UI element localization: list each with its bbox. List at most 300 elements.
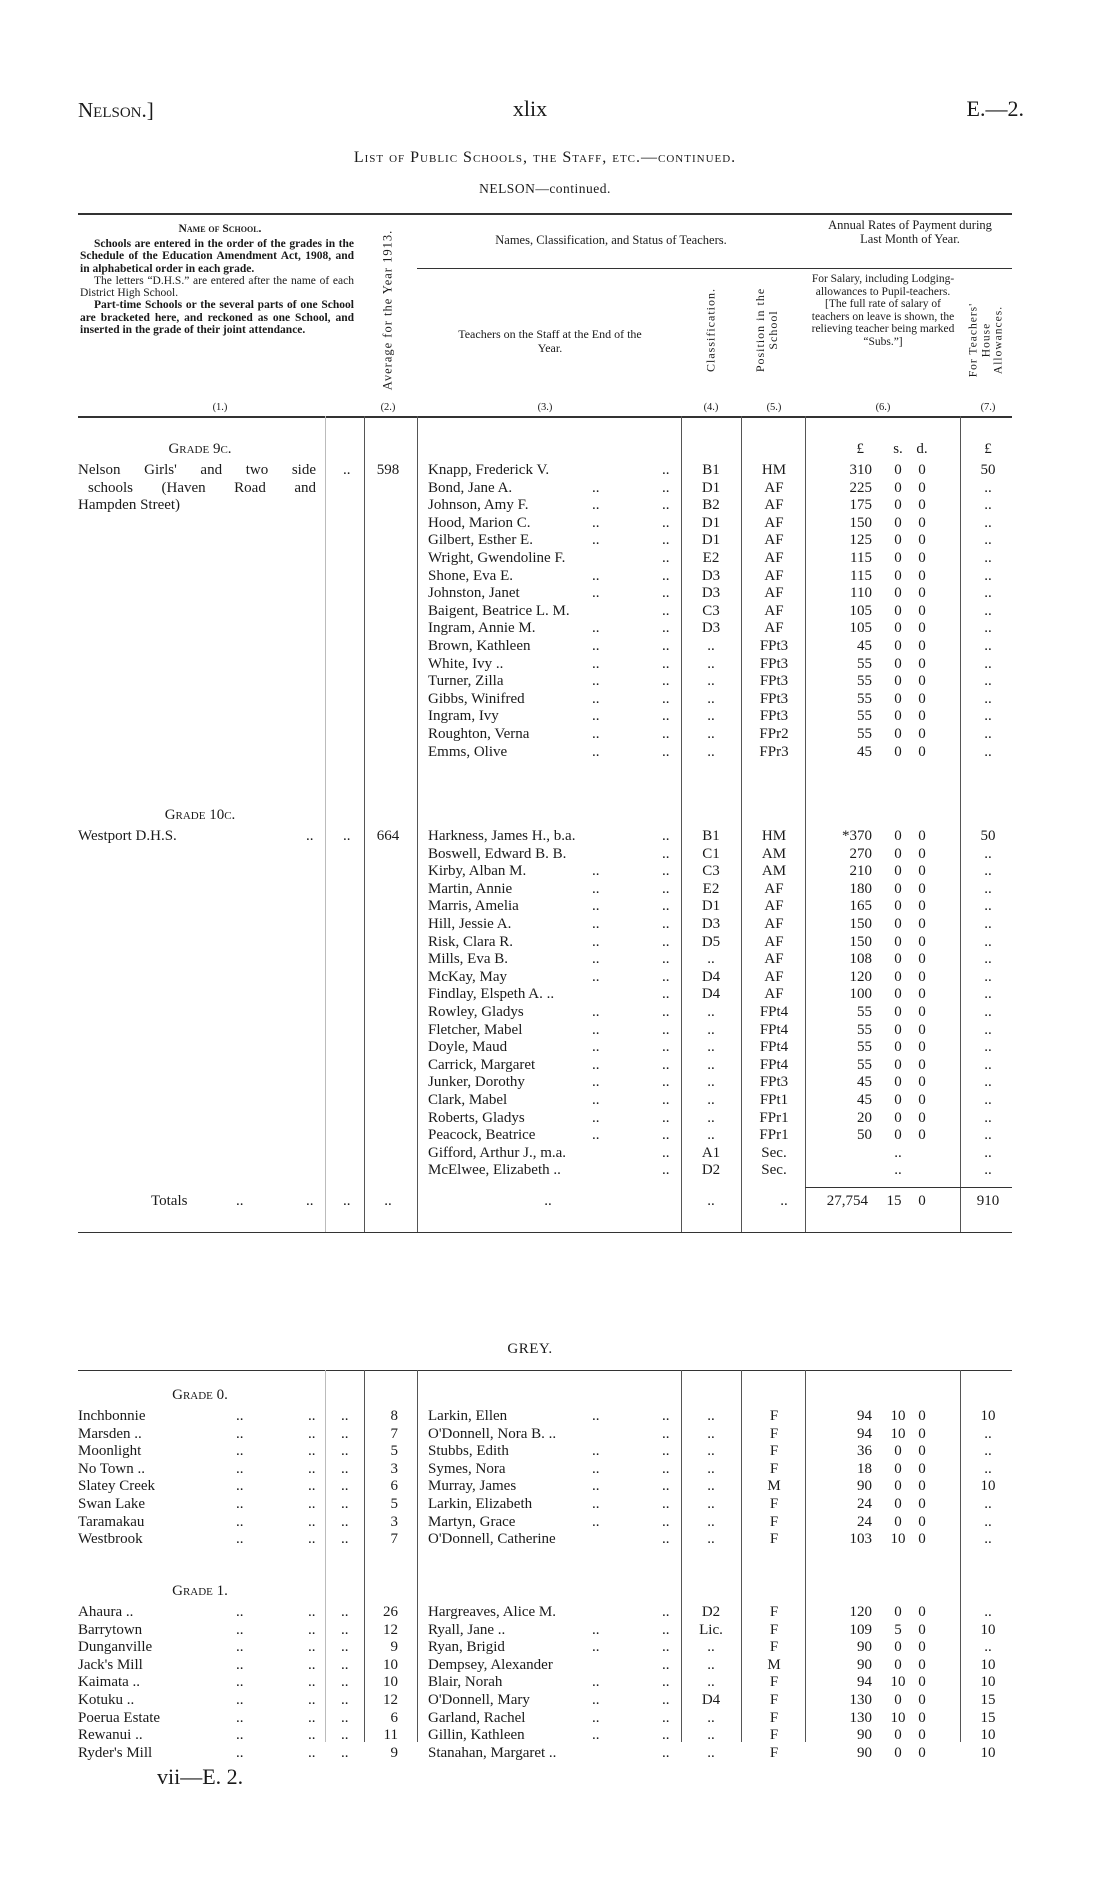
average-attendance: 9 xyxy=(390,1639,398,1656)
header-bottom-rule xyxy=(78,416,1012,418)
salary-pence: 0 xyxy=(918,585,926,602)
salary-pounds: 50 xyxy=(857,1127,872,1144)
teacher-name: Brown, Kathleen xyxy=(428,638,531,654)
classification: .. xyxy=(707,1408,715,1424)
dot-leader: .. xyxy=(592,1127,600,1144)
house-allowance: 50 xyxy=(980,828,996,844)
house-allowance: .. xyxy=(984,1443,992,1460)
salary-pence: 0 xyxy=(918,1692,926,1708)
running-head-right: E.—2. xyxy=(966,96,1024,121)
unit-label: d. xyxy=(916,441,928,457)
average-attendance: 10 xyxy=(383,1674,398,1691)
totals-pounds: 27,754 xyxy=(826,1193,868,1209)
dot-leader: .. xyxy=(662,1531,670,1548)
salary-pence: 0 xyxy=(918,1039,926,1056)
dot-leader: .. xyxy=(592,638,600,654)
classification: C3 xyxy=(702,602,720,619)
salary-shillings: 0 xyxy=(894,1513,902,1530)
salary-pounds: 105 xyxy=(849,602,872,619)
dot-leader: .. xyxy=(662,726,670,742)
col7-line: Allowances. xyxy=(992,305,1005,375)
salary-pounds: 90 xyxy=(857,1727,872,1744)
salary-pence: 0 xyxy=(918,1443,926,1460)
dot-leader: .. xyxy=(662,1621,670,1638)
dot-leader: .. xyxy=(662,1162,670,1179)
col1-notes xyxy=(80,238,354,336)
salary-shillings: 0 xyxy=(894,1460,902,1477)
dot-leader: .. xyxy=(662,1408,670,1424)
house-allowance: .. xyxy=(984,726,992,742)
teacher-name: Ryall, Jane .. xyxy=(428,1621,506,1638)
house-allowance: .. xyxy=(984,514,992,531)
position: FPr3 xyxy=(759,743,789,760)
salary-shillings: 10 xyxy=(890,1531,906,1548)
totals-classification: .. xyxy=(707,1193,715,1209)
salary-shillings: 0 xyxy=(894,898,902,915)
position: M xyxy=(767,1478,781,1495)
dot-leader: .. xyxy=(341,1425,349,1442)
dot-leader: .. xyxy=(236,1727,244,1744)
house-allowance: .. xyxy=(984,845,992,862)
house-allowance: .. xyxy=(984,1513,992,1530)
salary-pence: 0 xyxy=(918,620,926,637)
dot-leader: .. xyxy=(592,690,600,707)
dot-leader: .. xyxy=(341,1531,349,1548)
salary-pounds: *370 xyxy=(842,828,872,844)
dot-leader: .. xyxy=(592,1513,600,1530)
dot-leader: .. xyxy=(662,880,670,897)
house-allowance: 10 xyxy=(980,1674,996,1691)
house-allowance: 10 xyxy=(980,1478,996,1495)
col-number: (4.) xyxy=(703,402,719,413)
salary-shillings: 0 xyxy=(894,1443,902,1460)
dot-leader: .. xyxy=(662,479,670,496)
salary-pence: 0 xyxy=(918,1496,926,1512)
dot-leader: .. xyxy=(308,1531,316,1548)
position: AF xyxy=(764,898,784,915)
col1-title: Name of School. xyxy=(178,223,262,235)
house-allowance: .. xyxy=(984,1021,992,1038)
teacher-name: Gillin, Kathleen xyxy=(428,1727,525,1744)
dot-leader: .. xyxy=(236,1496,244,1512)
teacher-name: Risk, Clara R. xyxy=(428,933,513,950)
salary-pence: 0 xyxy=(918,462,926,478)
col1-note: The letters “D.H.S.” are entered after the name of each District High School. xyxy=(80,274,354,300)
salary-pounds: 55 xyxy=(857,655,872,672)
teacher-name: Ingram, Ivy xyxy=(428,708,499,725)
classification: .. xyxy=(707,690,715,707)
salary-pounds: 45 xyxy=(857,743,872,760)
salary-pounds: 24 xyxy=(857,1496,872,1512)
dot-leader: .. xyxy=(592,1074,600,1091)
house-allowance: 10 xyxy=(980,1727,996,1744)
salary-pence: 0 xyxy=(918,1408,926,1424)
classification: .. xyxy=(707,1039,715,1056)
house-allowance: .. xyxy=(984,1056,992,1073)
salary-pence: 0 xyxy=(918,726,926,742)
position: FPt3 xyxy=(759,1074,789,1091)
dot-leader: .. xyxy=(662,1092,670,1108)
teacher-name: Roberts, Gladys xyxy=(428,1109,525,1126)
salary-pence: 0 xyxy=(918,1744,926,1761)
house-allowance: .. xyxy=(984,1496,992,1512)
teacher-name: Knapp, Frederick V. xyxy=(428,462,550,478)
average-attendance: 12 xyxy=(383,1692,398,1708)
dot-leader: .. xyxy=(236,1531,244,1548)
dot-leader: .. xyxy=(592,1004,600,1020)
salary-shillings: 0 xyxy=(894,567,902,584)
classification: D3 xyxy=(701,620,721,637)
salary-pounds: 90 xyxy=(857,1744,872,1761)
house-allowance: .. xyxy=(984,1639,992,1656)
school-name: Kaimata .. xyxy=(78,1674,141,1691)
average-attendance: 598 xyxy=(376,462,400,478)
teacher-name: White, Ivy .. xyxy=(428,655,504,672)
teacher-name: O'Donnell, Mary xyxy=(428,1692,530,1708)
column-rule xyxy=(325,1370,326,1742)
salary-pence: 0 xyxy=(918,497,926,514)
dot-leader: .. xyxy=(341,1604,349,1620)
totals-position: .. xyxy=(780,1193,788,1209)
teacher-name: Hargreaves, Alice M. xyxy=(428,1604,557,1620)
col1-note: Schools are entered in the order of the grades in the Schedule of the Education Amendment Act, 1908, and in alphabetical order in each grade. xyxy=(80,238,354,275)
salary-shillings: 0 xyxy=(894,1021,902,1038)
dot-leader: .. xyxy=(592,1621,600,1638)
dot-leader: .. xyxy=(308,1478,316,1495)
school-name: Ryder's Mill xyxy=(78,1744,153,1761)
dot-leader: .. xyxy=(662,638,670,654)
school-name: Ahaura .. xyxy=(78,1604,134,1620)
position: M xyxy=(767,1656,781,1673)
col-number: (5.) xyxy=(766,402,782,413)
average-attendance: 12 xyxy=(383,1621,398,1638)
dot-leader: .. xyxy=(662,845,670,862)
position: F xyxy=(769,1621,779,1638)
dot-leader: .. xyxy=(236,1408,244,1424)
column-rule xyxy=(805,416,806,1232)
house-allowance: .. xyxy=(984,1127,992,1144)
dot-leader: .. xyxy=(592,655,600,672)
dot-leader: .. xyxy=(662,1478,670,1495)
position: FPt3 xyxy=(759,655,789,672)
teacher-name: Martyn, Grace xyxy=(428,1513,516,1530)
average-attendance: 8 xyxy=(390,1408,398,1424)
salary-pounds: 120 xyxy=(849,1604,872,1620)
dot-leader: .. xyxy=(236,1513,244,1530)
classification: .. xyxy=(707,1109,715,1126)
classification: D4 xyxy=(701,1692,721,1708)
salary-shillings: 0 xyxy=(894,690,902,707)
salary-pence: 0 xyxy=(918,828,926,844)
teacher-name: Roughton, Verna xyxy=(428,726,530,742)
dot-leader: .. xyxy=(341,1692,349,1708)
teacher-name: Junker, Dorothy xyxy=(428,1074,525,1091)
house-allowance: .. xyxy=(984,1039,992,1056)
salary-pounds: 310 xyxy=(849,462,872,478)
average-attendance: 664 xyxy=(376,828,400,844)
house-allowance: .. xyxy=(984,933,992,950)
dot-leader: .. xyxy=(662,863,670,880)
page-subtitle: NELSON—continued. xyxy=(479,181,611,196)
salary-pence: 0 xyxy=(918,1092,926,1108)
dot-leader: .. xyxy=(592,1056,600,1073)
dot-leader: .. xyxy=(592,1109,600,1126)
salary-pounds: .. xyxy=(894,1144,902,1161)
classification: B1 xyxy=(702,462,720,478)
classification: D3 xyxy=(701,585,721,602)
column-rule xyxy=(417,416,418,1232)
dot-leader: .. xyxy=(662,951,670,968)
classification: .. xyxy=(707,743,715,760)
dot-leader: .. xyxy=(662,673,670,690)
classification: C1 xyxy=(702,845,720,862)
dot-leader: .. xyxy=(341,1496,349,1512)
column-rule xyxy=(960,416,961,1232)
teacher-name: Symes, Nora xyxy=(428,1460,506,1477)
position: FPt4 xyxy=(759,1004,789,1020)
col5-heading xyxy=(754,288,780,372)
salary-pounds: 36 xyxy=(857,1443,872,1460)
house-allowance: .. xyxy=(984,1531,992,1548)
school-name: schools (Haven Road and xyxy=(88,479,316,496)
average-attendance: 9 xyxy=(390,1744,398,1761)
salary-pence: 0 xyxy=(918,550,926,566)
column-rule xyxy=(960,1370,961,1742)
dot-leader: .. xyxy=(341,1656,349,1673)
salary-shillings: 0 xyxy=(894,1604,902,1620)
grade-label: Grade 0. xyxy=(172,1387,228,1403)
school-name: Hampden Street) xyxy=(78,497,181,514)
salary-pounds: 210 xyxy=(849,863,872,880)
salary-shillings: 0 xyxy=(894,602,902,619)
salary-pence: 0 xyxy=(918,1056,926,1073)
dot-leader: .. xyxy=(592,1039,600,1056)
teacher-name: Harkness, James H., b.a. xyxy=(428,828,576,844)
salary-pence: 0 xyxy=(918,532,926,549)
position: AF xyxy=(764,880,784,897)
position: FPt4 xyxy=(759,1039,789,1056)
dot-leader: .. xyxy=(236,1604,244,1620)
dot-leader: .. xyxy=(592,585,600,602)
col-number: (7.) xyxy=(980,402,996,413)
grade-label: Grade 9c. xyxy=(168,441,232,457)
house-allowance: .. xyxy=(984,743,992,760)
salary-pounds: 175 xyxy=(849,497,872,514)
salary-pounds: 270 xyxy=(849,845,872,862)
teacher-name: Murray, James xyxy=(428,1478,517,1495)
house-allowance: .. xyxy=(984,585,992,602)
dot-leader: .. xyxy=(662,898,670,915)
classification: .. xyxy=(707,1074,715,1091)
dot-leader: .. xyxy=(592,673,600,690)
salary-shillings: 0 xyxy=(894,1496,902,1512)
dot-leader: .. xyxy=(308,1425,316,1442)
position: FPt4 xyxy=(759,1021,789,1038)
dot-leader: .. xyxy=(592,1478,600,1495)
page-number: xlix xyxy=(512,96,548,121)
house-allowance: .. xyxy=(984,1604,992,1620)
dot-leader: .. xyxy=(341,1621,349,1638)
position: AF xyxy=(764,497,784,514)
salary-pounds: 120 xyxy=(849,968,872,985)
salary-pence: 0 xyxy=(918,1674,926,1691)
col-number: (3.) xyxy=(537,402,553,413)
dot-leader: .. xyxy=(236,1709,244,1726)
dot-leader: .. xyxy=(341,1408,349,1424)
footer-signature: vii—E. 2. xyxy=(157,1764,244,1789)
house-allowance: .. xyxy=(984,602,992,619)
salary-shillings: 0 xyxy=(894,1639,902,1656)
salary-pence: 0 xyxy=(918,1513,926,1530)
position: HM xyxy=(761,828,787,844)
salary-shillings: 0 xyxy=(894,497,902,514)
totals-label: Totals xyxy=(151,1193,188,1209)
house-allowance: 50 xyxy=(980,462,996,478)
column-rule xyxy=(741,1370,742,1742)
average-attendance: 11 xyxy=(383,1727,398,1744)
dot-leader: .. xyxy=(308,1443,316,1460)
teacher-name: Ingram, Annie M. xyxy=(428,620,536,637)
dot-leader: .. xyxy=(662,933,670,950)
salary-shillings: 0 xyxy=(894,479,902,496)
classification: .. xyxy=(707,1092,715,1108)
salary-pounds: 108 xyxy=(849,951,872,968)
salary-shillings: 0 xyxy=(894,1004,902,1020)
dot-leader: .. xyxy=(341,1744,349,1761)
dot-leader: .. xyxy=(662,828,670,844)
dot-leader: .. xyxy=(341,1478,349,1495)
house-allowance: .. xyxy=(984,532,992,549)
salary-pounds: 103 xyxy=(849,1531,872,1548)
teacher-name: Shone, Eva E. xyxy=(428,567,513,584)
classification: .. xyxy=(707,1056,715,1073)
classification: .. xyxy=(707,673,715,690)
salary-shillings: 0 xyxy=(894,638,902,654)
house-allowance: .. xyxy=(984,620,992,637)
col4-heading: Classification. xyxy=(703,288,718,372)
house-allowance: .. xyxy=(984,708,992,725)
salary-shillings: 0 xyxy=(894,968,902,985)
position: FPt1 xyxy=(759,1092,789,1108)
salary-pounds: 55 xyxy=(857,1039,872,1056)
classification: D1 xyxy=(701,514,721,531)
position: F xyxy=(769,1604,779,1620)
salary-pence: 0 xyxy=(918,880,926,897)
dot-leader: .. xyxy=(662,1074,670,1091)
salary-pence: 0 xyxy=(918,916,926,932)
dot-leader: .. xyxy=(236,1478,244,1495)
salary-pounds: 165 xyxy=(849,898,872,915)
teacher-name: Emms, Olive xyxy=(428,743,508,760)
teacher-name: Findlay, Elspeth A. .. xyxy=(428,986,555,1003)
salary-shillings: 0 xyxy=(894,1727,902,1744)
salary-shillings: 0 xyxy=(894,1074,902,1091)
salary-pounds: 100 xyxy=(849,986,872,1003)
dot-leader: .. xyxy=(662,532,670,549)
salary-pounds: 109 xyxy=(849,1621,872,1638)
classification: C3 xyxy=(702,863,720,880)
classification: E2 xyxy=(702,550,720,566)
salary-pounds: 150 xyxy=(849,514,872,531)
classification: .. xyxy=(707,1443,715,1460)
salary-pounds: 55 xyxy=(857,726,872,742)
col7-line: For Teachers' xyxy=(967,302,980,378)
dot-leader: .. xyxy=(592,1092,600,1108)
classification: D3 xyxy=(701,916,721,932)
salary-shillings: 0 xyxy=(894,1092,902,1108)
salary-shillings: 0 xyxy=(894,514,902,531)
house-allowance: .. xyxy=(984,1004,992,1020)
position: FPt3 xyxy=(759,673,789,690)
teachers-group-heading: Names, Classification, and Status of Teachers. xyxy=(495,233,727,247)
school-name: Westbrook xyxy=(78,1531,143,1548)
teacher-name: Gilbert, Esther E. xyxy=(428,532,533,549)
salary-pence: 0 xyxy=(918,1709,926,1726)
page-title: List of Public Schools, the Staff, etc.—continued. xyxy=(353,149,737,166)
salary-pounds: 130 xyxy=(849,1709,872,1726)
col7-heading xyxy=(967,303,1005,377)
grade-label: Grade 1. xyxy=(172,1583,228,1599)
dot-leader: .. xyxy=(341,1639,349,1656)
dot-leader: .. xyxy=(662,743,670,760)
position: AF xyxy=(764,550,784,566)
salary-shillings: 0 xyxy=(894,1744,902,1761)
col-number: (6.) xyxy=(875,402,891,413)
teacher-name: Kirby, Alban M. xyxy=(428,863,527,880)
dot-leader: .. xyxy=(236,1674,244,1691)
salary-pence: 0 xyxy=(918,1021,926,1038)
dot-leader: .. xyxy=(236,1460,244,1477)
average-attendance: 5 xyxy=(390,1443,398,1460)
dot-leader: .. xyxy=(341,1727,349,1744)
teacher-name: Stanahan, Margaret .. xyxy=(428,1744,557,1761)
dot-leader: .. xyxy=(308,1496,316,1512)
salary-shillings: 0 xyxy=(894,986,902,1003)
position: HM xyxy=(761,462,787,478)
classification: .. xyxy=(707,1656,715,1673)
position: AF xyxy=(764,916,784,932)
classification: D3 xyxy=(701,567,721,584)
salary-shillings: 0 xyxy=(894,1478,902,1495)
salary-shillings: 0 xyxy=(894,1109,902,1126)
salary-pounds: 130 xyxy=(849,1692,872,1708)
dot-leader: .. xyxy=(592,1408,600,1424)
dot-leader: .. xyxy=(236,1621,244,1638)
salary-pounds: 55 xyxy=(857,708,872,725)
dot-leader: .. xyxy=(592,1496,600,1512)
dot-leader: .. xyxy=(306,1193,314,1209)
position: F xyxy=(769,1692,779,1708)
dot-leader: .. xyxy=(592,1727,600,1744)
salary-shillings: 0 xyxy=(894,863,902,880)
position: F xyxy=(769,1513,779,1530)
position: F xyxy=(769,1425,779,1442)
salary-shillings: 0 xyxy=(894,880,902,897)
dot-leader: .. xyxy=(592,567,600,584)
house-allowance: 15 xyxy=(980,1709,996,1726)
classification: D2 xyxy=(701,1162,721,1179)
classification: .. xyxy=(707,655,715,672)
col-number: (1.) xyxy=(212,402,228,413)
salary-pence: 0 xyxy=(918,673,926,690)
salary-shillings: 0 xyxy=(894,845,902,862)
position: F xyxy=(769,1727,779,1744)
dot-leader: .. xyxy=(662,690,670,707)
school-name: Moonlight xyxy=(78,1443,142,1460)
salary-pence: 0 xyxy=(918,690,926,707)
dot-leader: .. xyxy=(341,1443,349,1460)
salary-shillings: 0 xyxy=(894,726,902,742)
